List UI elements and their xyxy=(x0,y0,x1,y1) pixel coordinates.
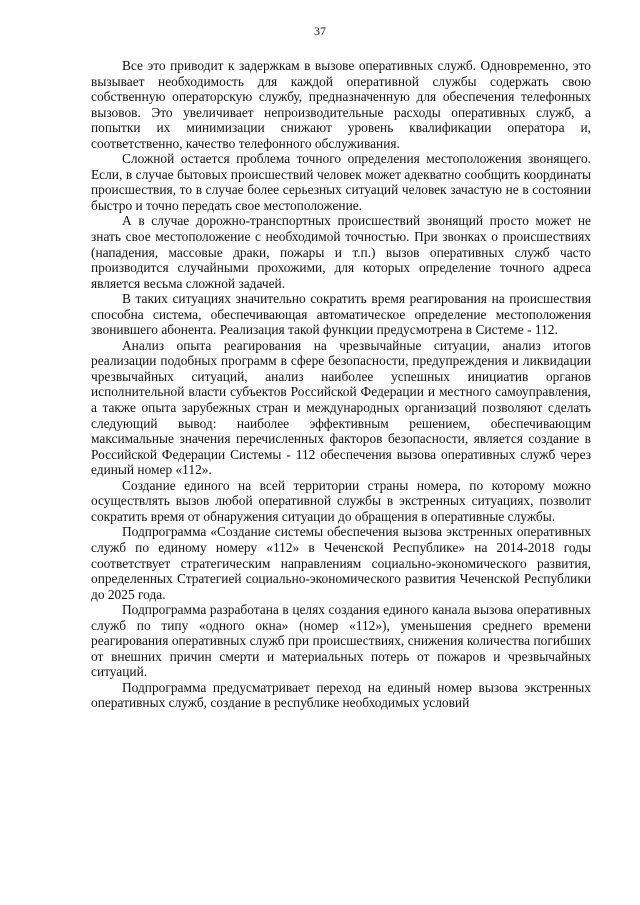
paragraph-8: Подпрограмма разработана в целях создания единого канала вызова оперативных служб по типу «одного окна» (номер «112»), уменьшения среднего времени реагирования оперативных служб при происшествиях, снижения количества погибших от внешних причин смерти и материальных потерь от пожаров и чрезвычайных ситуаций. xyxy=(91,602,591,680)
document-body xyxy=(91,58,591,711)
paragraph-5: Анализ опыта реагирования на чрезвычайные ситуации, анализ итогов реализации подобных программ в сфере безопасности, предупреждения и ликвидации чрезвычайных ситуаций, анализ наиболее успешных инициатив органов исполнительной власти субъектов Российской Федерации и местного самоуправления, а также опыта зарубежных стран и международных организаций позволяют сделать следующий вывод: наиболее эффективным решением, обеспечивающим максимальные значения перечисленных факторов безопасности, является создание в Российской Федерации Системы - 112 обеспечения вызова оперативных служб через единый номер «112». xyxy=(91,337,591,478)
paragraph-6: Создание единого на всей территории страны номера, по которому можно осуществлять вызов любой оперативной службы в экстренных ситуациях, позволит сократить время от обнаружения ситуации до обращения в оперативные службы. xyxy=(91,477,591,524)
paragraph-3: А в случае дорожно-транспортных происшествий звонящий просто может не знать свое местоположение с необходимой точностью. При звонках о происшествиях (нападения, массовые драки, пожары и т.п.) вызов оперативных служб часто производится случайными прохожими, для которых определение точного адреса является весьма сложной задачей. xyxy=(91,213,591,291)
paragraph-4: В таких ситуациях значительно сократить время реагирования на происшествия способна система, обеспечивающая автоматическое определение местоположения звонившего абонента. Реализация такой функции предусмотрена в Системе - 112. xyxy=(91,291,591,338)
paragraph-1: Все это приводит к задержкам в вызове оперативных служб. Одновременно, это вызывает необходимость для каждой оперативной службы содержать свою собственную операторскую службу, предназначенную для обеспечения телефонных вызовов. Это увеличивает непроизводительные расходы оперативных служб, а попытки их минимизации снижают уровень квалификации оператора и, соответственно, качество телефонного обслуживания. xyxy=(91,58,591,151)
paragraph-7: Подпрограмма «Создание системы обеспечения вызова экстренных оперативных служб по единому номеру «112» в Чеченской Республике» на 2014-2018 годы соответствует стратегическим направлениям социально-экономического развития, определенных Стратегией социально-экономического развития Чеченской Республики до 2025 года. xyxy=(91,524,591,602)
paragraph-9: Подпрограмма предусматривает переход на единый номер вызова экстренных оперативных служб, создание в республике необходимых условий xyxy=(91,679,591,711)
page-number: 37 xyxy=(314,24,326,38)
paragraph-2: Сложной остается проблема точного определения местоположения звонящего. Если, в случае бытовых происшествий человек может адекватно сообщить координаты происшествия, то в случае более серьезных ситуаций человек зачастую не в состоянии быстро и точно передать свое местоположение. xyxy=(91,151,591,213)
